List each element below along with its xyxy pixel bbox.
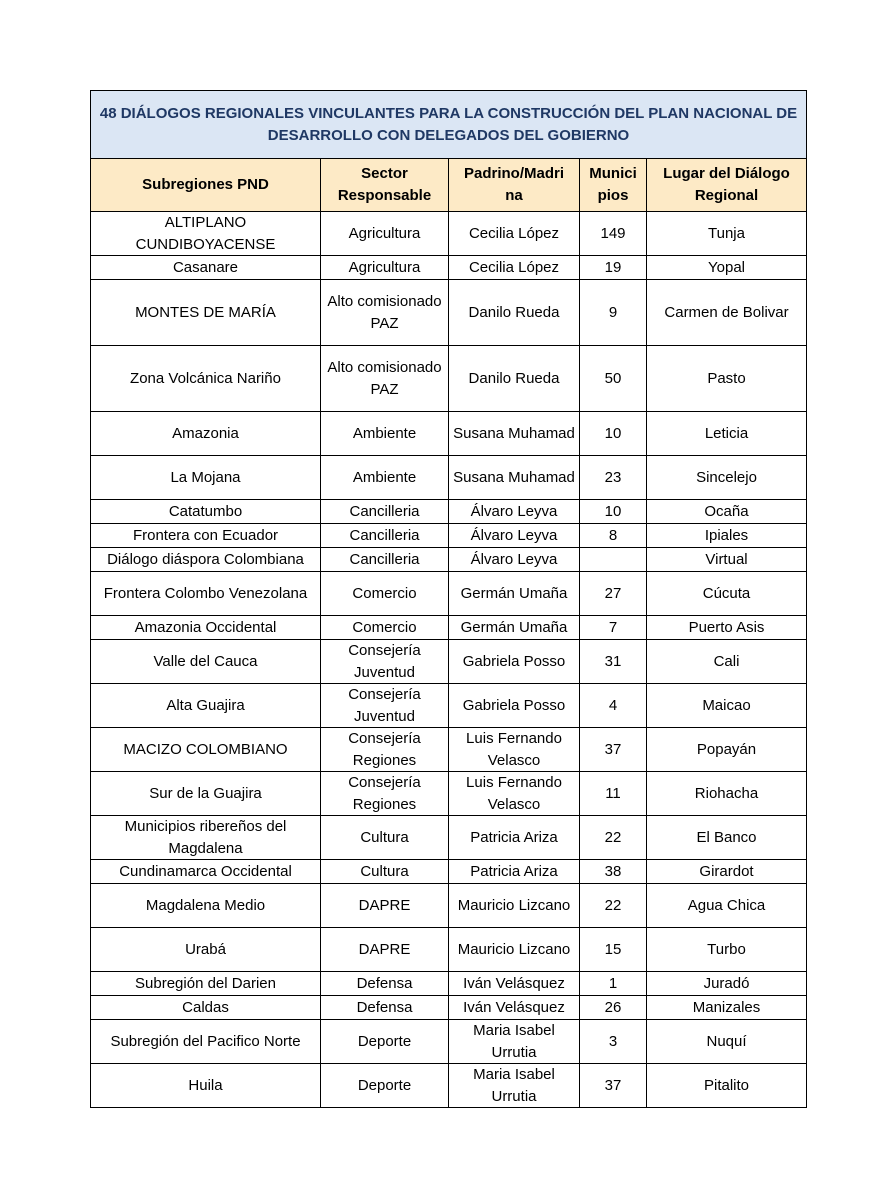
cell-subregion: Alta Guajira [91, 684, 321, 728]
document-title: 48 DIÁLOGOS REGIONALES VINCULANTES PARA LA CONSTRUCCIÓN DEL PLAN NACIONAL DE DESARROLLO CON DELEGADOS DEL GOBIERNO [91, 91, 807, 159]
table-row [91, 256, 807, 280]
cell-municipios: 26 [580, 996, 647, 1020]
cell-lugar: Agua Chica [647, 884, 807, 928]
table-row [91, 640, 807, 684]
cell-padrino: Álvaro Leyva [449, 500, 580, 524]
cell-sector: Comercio [321, 616, 449, 640]
table-row [91, 728, 807, 772]
table-row [91, 1020, 807, 1064]
cell-municipios: 4 [580, 684, 647, 728]
table-row [91, 412, 807, 456]
cell-sector: Deporte [321, 1064, 449, 1108]
cell-sector: Consejería Juventud [321, 684, 449, 728]
table-row [91, 972, 807, 996]
cell-sector: Cultura [321, 860, 449, 884]
cell-lugar: Juradó [647, 972, 807, 996]
cell-subregion: Casanare [91, 256, 321, 280]
cell-subregion: Subregión del Pacifico Norte [91, 1020, 321, 1064]
cell-subregion: Amazonia Occidental [91, 616, 321, 640]
cell-lugar: Cúcuta [647, 572, 807, 616]
cell-sector: Comercio [321, 572, 449, 616]
title-row [91, 91, 807, 159]
cell-lugar: Pasto [647, 346, 807, 412]
cell-lugar: Carmen de Bolivar [647, 280, 807, 346]
cell-lugar: Sincelejo [647, 456, 807, 500]
cell-sector: Ambiente [321, 456, 449, 500]
cell-sector: Ambiente [321, 412, 449, 456]
cell-subregion: Zona Volcánica Nariño [91, 346, 321, 412]
cell-padrino: Gabriela Posso [449, 684, 580, 728]
table-row [91, 548, 807, 572]
cell-padrino: Germán Umaña [449, 616, 580, 640]
cell-municipios: 8 [580, 524, 647, 548]
cell-padrino: Álvaro Leyva [449, 548, 580, 572]
cell-municipios: 27 [580, 572, 647, 616]
cell-sector: Cancilleria [321, 500, 449, 524]
table-row [91, 572, 807, 616]
cell-municipios: 37 [580, 728, 647, 772]
cell-municipios: 23 [580, 456, 647, 500]
cell-lugar: Maicao [647, 684, 807, 728]
cell-sector: Consejería Juventud [321, 640, 449, 684]
cell-subregion: Magdalena Medio [91, 884, 321, 928]
cell-municipios: 149 [580, 212, 647, 256]
table-row [91, 456, 807, 500]
cell-sector: DAPRE [321, 928, 449, 972]
cell-sector: Deporte [321, 1020, 449, 1064]
cell-padrino: Maria Isabel Urrutia [449, 1064, 580, 1108]
header-municipios: Munici pios [580, 159, 647, 212]
cell-municipios: 50 [580, 346, 647, 412]
cell-subregion: Urabá [91, 928, 321, 972]
cell-lugar: Popayán [647, 728, 807, 772]
cell-municipios: 9 [580, 280, 647, 346]
cell-padrino: Danilo Rueda [449, 346, 580, 412]
cell-subregion: Frontera con Ecuador [91, 524, 321, 548]
cell-padrino: Danilo Rueda [449, 280, 580, 346]
cell-lugar: Manizales [647, 996, 807, 1020]
regional-dialogues-table [90, 90, 807, 1108]
cell-padrino: Luis Fernando Velasco [449, 772, 580, 816]
header-lugar: Lugar del Diálogo Regional [647, 159, 807, 212]
cell-municipios: 19 [580, 256, 647, 280]
cell-sector: Alto comisionado PAZ [321, 346, 449, 412]
table-row [91, 684, 807, 728]
cell-municipios: 11 [580, 772, 647, 816]
cell-municipios: 37 [580, 1064, 647, 1108]
table-row [91, 500, 807, 524]
cell-subregion: Huila [91, 1064, 321, 1108]
cell-padrino: Álvaro Leyva [449, 524, 580, 548]
cell-padrino: Iván Velásquez [449, 972, 580, 996]
table-row [91, 816, 807, 860]
cell-sector: Defensa [321, 972, 449, 996]
cell-municipios: 38 [580, 860, 647, 884]
table-row [91, 928, 807, 972]
cell-padrino: Patricia Ariza [449, 860, 580, 884]
cell-municipios [580, 548, 647, 572]
cell-lugar: Cali [647, 640, 807, 684]
cell-subregion: Caldas [91, 996, 321, 1020]
cell-padrino: Cecilia López [449, 212, 580, 256]
cell-lugar: Puerto Asis [647, 616, 807, 640]
cell-subregion: ALTIPLANO CUNDIBOYACENSE [91, 212, 321, 256]
cell-lugar: Ocaña [647, 500, 807, 524]
cell-sector: Cancilleria [321, 524, 449, 548]
table-row [91, 860, 807, 884]
cell-subregion: Subregión del Darien [91, 972, 321, 996]
cell-lugar: Yopal [647, 256, 807, 280]
header-padrino: Padrino/Madri na [449, 159, 580, 212]
cell-padrino: Maria Isabel Urrutia [449, 1020, 580, 1064]
cell-padrino: Gabriela Posso [449, 640, 580, 684]
cell-municipios: 31 [580, 640, 647, 684]
cell-sector: Consejería Regiones [321, 728, 449, 772]
cell-subregion: Cundinamarca Occidental [91, 860, 321, 884]
table-row [91, 346, 807, 412]
cell-subregion: MACIZO COLOMBIANO [91, 728, 321, 772]
cell-padrino: Iván Velásquez [449, 996, 580, 1020]
cell-padrino: Susana Muhamad [449, 412, 580, 456]
cell-lugar: Ipiales [647, 524, 807, 548]
table-row [91, 212, 807, 256]
cell-padrino: Cecilia López [449, 256, 580, 280]
table-row [91, 616, 807, 640]
table-row [91, 884, 807, 928]
cell-municipios: 3 [580, 1020, 647, 1064]
cell-lugar: Leticia [647, 412, 807, 456]
header-subregion: Subregiones PND [91, 159, 321, 212]
cell-lugar: Pitalito [647, 1064, 807, 1108]
cell-municipios: 7 [580, 616, 647, 640]
cell-subregion: Sur de la Guajira [91, 772, 321, 816]
header-sector: Sector Responsable [321, 159, 449, 212]
cell-padrino: Mauricio Lizcano [449, 928, 580, 972]
cell-municipios: 22 [580, 816, 647, 860]
cell-municipios: 15 [580, 928, 647, 972]
cell-municipios: 10 [580, 412, 647, 456]
cell-municipios: 10 [580, 500, 647, 524]
cell-padrino: Germán Umaña [449, 572, 580, 616]
cell-subregion: Amazonia [91, 412, 321, 456]
cell-padrino: Patricia Ariza [449, 816, 580, 860]
cell-sector: DAPRE [321, 884, 449, 928]
cell-sector: Agricultura [321, 256, 449, 280]
cell-lugar: Tunja [647, 212, 807, 256]
cell-lugar: Girardot [647, 860, 807, 884]
cell-subregion: Valle del Cauca [91, 640, 321, 684]
cell-lugar: Virtual [647, 548, 807, 572]
table-row [91, 996, 807, 1020]
cell-sector: Alto comisionado PAZ [321, 280, 449, 346]
cell-sector: Cancilleria [321, 548, 449, 572]
cell-padrino: Mauricio Lizcano [449, 884, 580, 928]
cell-subregion: Catatumbo [91, 500, 321, 524]
cell-padrino: Susana Muhamad [449, 456, 580, 500]
cell-subregion: MONTES DE MARÍA [91, 280, 321, 346]
cell-lugar: El Banco [647, 816, 807, 860]
cell-padrino: Luis Fernando Velasco [449, 728, 580, 772]
cell-subregion: Frontera Colombo Venezolana [91, 572, 321, 616]
cell-sector: Agricultura [321, 212, 449, 256]
cell-subregion: La Mojana [91, 456, 321, 500]
table-body [91, 212, 807, 1108]
cell-subregion: Municipios ribereños del Magdalena [91, 816, 321, 860]
cell-lugar: Riohacha [647, 772, 807, 816]
table-row [91, 524, 807, 548]
cell-municipios: 22 [580, 884, 647, 928]
cell-sector: Cultura [321, 816, 449, 860]
cell-lugar: Nuquí [647, 1020, 807, 1064]
column-header-row [91, 159, 807, 212]
table-row [91, 772, 807, 816]
table-row [91, 1064, 807, 1108]
table-row [91, 280, 807, 346]
cell-subregion: Diálogo diáspora Colombiana [91, 548, 321, 572]
cell-sector: Consejería Regiones [321, 772, 449, 816]
cell-sector: Defensa [321, 996, 449, 1020]
cell-lugar: Turbo [647, 928, 807, 972]
cell-municipios: 1 [580, 972, 647, 996]
